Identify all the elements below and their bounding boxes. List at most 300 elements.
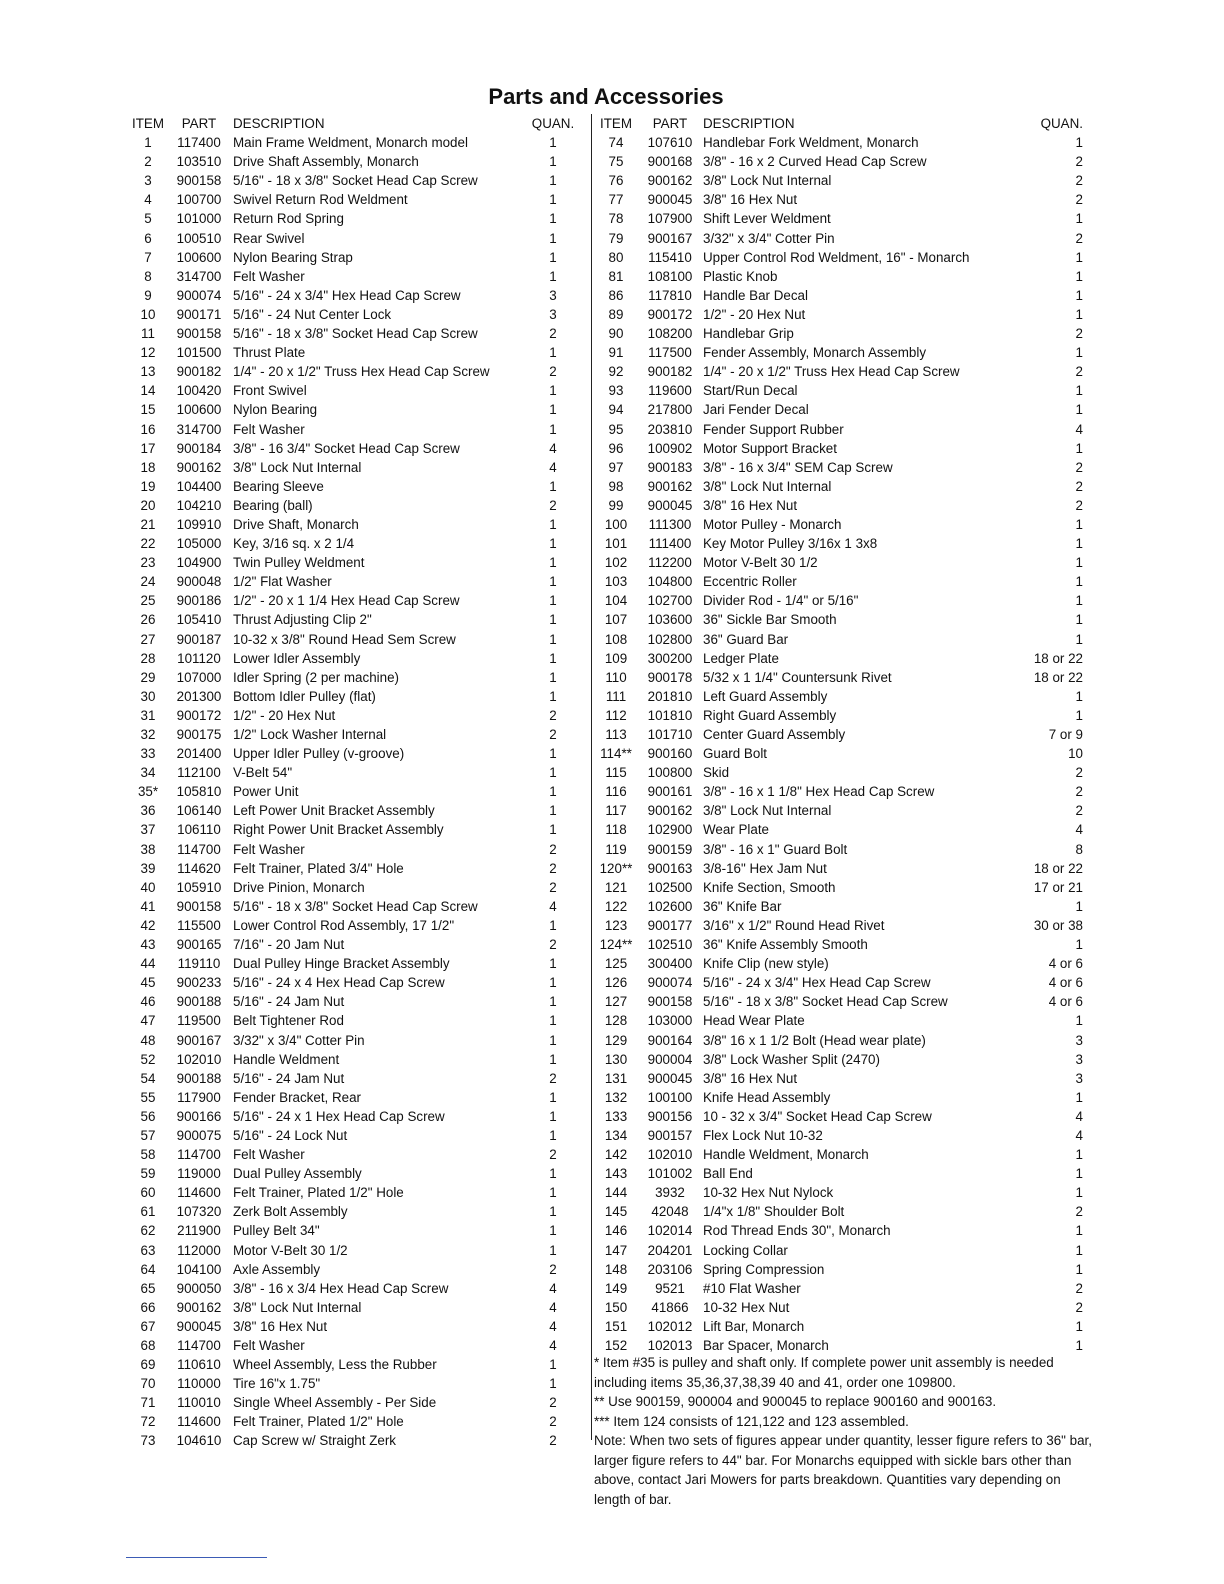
table-row: [592, 954, 1085, 973]
quantity: 10: [1068, 746, 1083, 762]
table-row: [128, 496, 588, 515]
item-number: 30: [140, 688, 156, 704]
item-number: 35*: [137, 784, 159, 800]
quantity: 2: [1075, 784, 1083, 800]
part-description: 5/16" - 24 x 3/4" Hex Head Cap Screw: [233, 287, 461, 303]
part-description: Cap Screw w/ Straight Zerk: [233, 1433, 396, 1449]
quantity: 1: [1075, 211, 1083, 227]
part-description: Locking Collar: [703, 1242, 788, 1258]
part-description: Handle Weldment: [233, 1051, 340, 1067]
part-number: 102700: [647, 593, 693, 609]
part-number: 111400: [648, 536, 692, 552]
quantity: 2: [1075, 478, 1083, 494]
table-row: [128, 1393, 588, 1412]
quantity: 1: [1075, 383, 1083, 399]
part-number: 101500: [176, 345, 222, 361]
table-row: [592, 1107, 1085, 1126]
quantity: 4: [549, 1299, 557, 1315]
part-number: 100420: [176, 383, 222, 399]
quantity: 1: [549, 803, 557, 819]
quantity: 1: [1075, 306, 1083, 322]
quantity: 2: [1075, 1280, 1083, 1296]
quantity: 3: [1075, 1051, 1083, 1067]
part-description: 36" Guard Bar: [703, 631, 789, 647]
table-row: [592, 725, 1085, 744]
part-description: 36" Knife Bar: [703, 898, 782, 914]
item-number: 17: [140, 440, 156, 456]
table-row: [128, 687, 588, 706]
item-number: 7: [144, 249, 152, 265]
item-number: 20: [140, 497, 156, 513]
quantity: 2: [1075, 1299, 1083, 1315]
item-number: 72: [140, 1414, 156, 1430]
part-description: Felt Trainer, Plated 3/4" Hole: [233, 860, 404, 876]
quantity: 4: [1075, 421, 1083, 437]
item-number: 26: [140, 612, 156, 628]
quantity: 2: [1075, 173, 1083, 189]
item-number: 117: [605, 803, 627, 819]
quantity: 1: [549, 230, 557, 246]
part-description: Motor V-Belt 30 1/2: [233, 1242, 348, 1258]
footnotes: [594, 1353, 1094, 1509]
quantity: 1: [549, 1032, 557, 1048]
part-number: 110000: [177, 1376, 221, 1392]
item-number: 46: [140, 994, 156, 1010]
table-row: [592, 1183, 1085, 1202]
part-number: 900163: [647, 860, 693, 876]
quantity: 2: [1075, 364, 1083, 380]
table-row: [592, 324, 1085, 343]
table-row: [592, 152, 1085, 171]
item-number: 95: [608, 421, 624, 437]
item-number: 131: [604, 1070, 628, 1086]
item-number: 114**: [600, 746, 632, 762]
quantity: 3: [1075, 1032, 1083, 1048]
footer-rule: [126, 1557, 267, 1558]
part-description: 3/8" Lock Nut Internal: [703, 478, 832, 494]
quantity: 1: [1075, 249, 1083, 265]
quantity: 18 or 22: [1033, 860, 1083, 876]
table-row: [592, 171, 1085, 190]
item-number: 48: [140, 1032, 156, 1048]
quantity: 8: [1075, 841, 1083, 857]
part-description: Fender Bracket, Rear: [233, 1089, 362, 1105]
part-description: Front Swivel: [233, 383, 307, 399]
quantity: 2: [549, 1433, 557, 1449]
quantity: 18 or 22: [1033, 669, 1083, 685]
part-description: 1/2" - 20 Hex Nut: [233, 707, 336, 723]
part-number: 900165: [176, 937, 222, 953]
quantity: 1: [1075, 555, 1083, 571]
part-description: Head Wear Plate: [703, 1013, 805, 1029]
item-number: 64: [140, 1261, 156, 1277]
footnote-power-unit: * Item #35 is pulley and shaft only. If complete power unit assembly is needed including items 35,36,37,38,39 40 and 41, order one 109800.: [594, 1355, 1054, 1390]
quantity: 1: [549, 211, 557, 227]
part-number: 114600: [177, 1414, 221, 1430]
quantity: 1: [549, 1357, 557, 1373]
part-number: 900156: [647, 1108, 693, 1124]
item-number: 62: [140, 1223, 156, 1239]
quantity: 1: [549, 249, 557, 265]
table-row: [592, 668, 1085, 687]
item-number: 101: [604, 536, 628, 552]
table-row: [128, 992, 588, 1011]
quantity: 2: [549, 727, 557, 742]
item-number: 27: [140, 631, 156, 647]
table-row: [128, 1355, 588, 1374]
table-row: [128, 878, 588, 897]
item-number: 100: [604, 516, 628, 532]
table-row: [592, 190, 1085, 209]
item-number: 119: [605, 841, 627, 857]
part-number: 114700: [177, 1147, 221, 1163]
table-row: [128, 267, 588, 286]
item-number: 148: [604, 1261, 628, 1277]
part-number: 102014: [647, 1223, 693, 1239]
part-description: Belt Tightener Rod: [233, 1013, 344, 1029]
part-number: 104800: [647, 574, 693, 590]
quantity: 1: [549, 917, 557, 933]
item-number: 18: [140, 459, 156, 475]
part-number: 110610: [177, 1357, 221, 1373]
table-row: [592, 630, 1085, 649]
table-row: [592, 267, 1085, 286]
part-number: 900175: [176, 727, 222, 742]
table-row: [128, 954, 588, 973]
part-number: 100100: [647, 1089, 693, 1105]
part-description: 3/8" 16 Hex Nut: [233, 1318, 328, 1334]
part-number: 107000: [176, 669, 222, 685]
table-row: [592, 820, 1085, 839]
part-description: Zerk Bolt Assembly: [233, 1204, 348, 1220]
page-title: Parts and Accessories: [488, 84, 724, 109]
quantity: 2: [1075, 192, 1083, 208]
part-description: Eccentric Roller: [703, 574, 797, 590]
quantity: 1: [549, 994, 557, 1010]
table-row: [128, 1088, 588, 1107]
table-row: [592, 687, 1085, 706]
table-row: [128, 1374, 588, 1393]
part-description: Bearing Sleeve: [233, 478, 324, 494]
part-number: 900045: [176, 1318, 222, 1334]
item-number: 124**: [599, 937, 633, 953]
quantity: 1: [1075, 612, 1083, 628]
item-number: 147: [604, 1242, 628, 1258]
table-row: [592, 1126, 1085, 1145]
item-number: 75: [608, 154, 624, 170]
part-description: Spring Compression: [703, 1261, 825, 1277]
part-description: Jari Fender Decal: [703, 402, 809, 418]
table-row: [128, 305, 588, 324]
table-row: [592, 610, 1085, 629]
part-description: Dual Pulley Hinge Bracket Assembly: [233, 956, 450, 972]
quantity: 1: [549, 478, 557, 494]
part-description: 1/4"x 1/8" Shoulder Bolt: [703, 1204, 845, 1220]
part-number: 900158: [176, 326, 222, 342]
part-description: Swivel Return Rod Weldment: [233, 192, 408, 208]
part-description: Return Rod Spring: [233, 211, 344, 227]
quantity: 1: [1075, 593, 1083, 609]
part-description: Main Frame Weldment, Monarch model: [233, 135, 468, 151]
part-description: 3/8" Lock Nut Internal: [233, 459, 362, 475]
table-row: [592, 782, 1085, 801]
part-description: 10-32 x 3/8" Round Head Sem Screw: [233, 631, 456, 647]
quantity: 1: [1075, 631, 1083, 647]
part-description: Bar Spacer, Monarch: [703, 1338, 829, 1353]
table-row: [128, 477, 588, 496]
part-description: Center Guard Assembly: [703, 727, 846, 742]
item-number: 107: [604, 612, 628, 628]
item-number: 125: [604, 956, 628, 972]
table-row: [592, 1164, 1085, 1183]
part-number: 300400: [647, 956, 693, 972]
item-number: 92: [608, 364, 624, 380]
table-row: [128, 1069, 588, 1088]
item-number: 19: [140, 478, 156, 494]
table-row: [128, 1412, 588, 1431]
item-number: 112: [605, 707, 627, 723]
quantity: 1: [549, 1108, 557, 1124]
part-number: 900161: [647, 784, 693, 800]
item-number: 40: [140, 879, 156, 895]
part-description: 5/16" - 24 Jam Nut: [233, 1070, 345, 1086]
header-part: PART: [652, 116, 688, 131]
part-description: Twin Pulley Weldment: [233, 555, 365, 571]
table-row: [128, 1298, 588, 1317]
part-number: 900184: [176, 440, 222, 456]
table-row: [128, 420, 588, 439]
item-number: 152: [604, 1338, 628, 1353]
quantity: 4 or 6: [1048, 956, 1083, 972]
item-number: 150: [604, 1299, 628, 1315]
quantity: 1: [549, 536, 557, 552]
part-description: 3/8" 16 Hex Nut: [703, 192, 798, 208]
table-row: [592, 1031, 1085, 1050]
table-row: [592, 935, 1085, 954]
part-number: 102013: [647, 1338, 693, 1353]
item-number: 58: [140, 1147, 156, 1163]
quantity: 1: [549, 574, 557, 590]
quantity: 1: [1075, 516, 1083, 532]
table-row: [592, 305, 1085, 324]
header-part: PART: [181, 116, 217, 131]
part-number: 104210: [176, 497, 222, 513]
part-description: 3/8" - 16 x 3/4" SEM Cap Screw: [703, 459, 893, 475]
part-description: Handle Bar Decal: [703, 287, 808, 303]
part-description: Upper Control Rod Weldment, 16" - Monarch: [703, 249, 970, 265]
quantity: 2: [549, 860, 557, 876]
table-row: [128, 630, 588, 649]
part-number: 100510: [176, 230, 222, 246]
part-number: 900159: [647, 841, 693, 857]
part-description: Start/Run Decal: [703, 383, 798, 399]
item-number: 132: [604, 1089, 628, 1105]
quantity: 1: [1075, 1089, 1083, 1105]
item-number: 25: [140, 593, 156, 609]
table-row: [592, 878, 1085, 897]
footnote-knife-assembly: *** Item 124 consists of 121,122 and 123 assembled.: [594, 1413, 909, 1429]
table-row: [592, 1241, 1085, 1260]
part-description: Felt Washer: [233, 421, 305, 437]
table-row: [128, 916, 588, 935]
quantity: 1: [1075, 1147, 1083, 1163]
item-number: 145: [604, 1204, 628, 1220]
table-row: [592, 343, 1085, 362]
item-number: 97: [608, 459, 624, 475]
table-row: [128, 725, 588, 744]
table-row: [128, 324, 588, 343]
part-number: 104400: [176, 478, 222, 494]
part-description: Plastic Knob: [703, 268, 778, 284]
quantity: 2: [549, 937, 557, 953]
part-description: Fender Support Rubber: [703, 421, 844, 437]
item-number: 47: [140, 1013, 156, 1029]
part-number: 900233: [176, 975, 222, 991]
quantity: 2: [549, 1395, 557, 1411]
table-row: [592, 1011, 1085, 1030]
part-description: 7/16" - 20 Jam Nut: [233, 937, 345, 953]
table-row: [592, 1202, 1085, 1221]
part-number: 900167: [647, 230, 693, 246]
part-description: Nylon Bearing: [233, 402, 318, 418]
item-number: 33: [140, 746, 156, 762]
part-description: Handlebar Grip: [703, 326, 794, 342]
table-row: [592, 572, 1085, 591]
quantity: 1: [1075, 898, 1083, 914]
table-row: [128, 400, 588, 419]
part-number: 101002: [647, 1166, 693, 1182]
table-row: [592, 1050, 1085, 1069]
table-row: [592, 859, 1085, 878]
part-number: 106140: [176, 803, 222, 819]
item-number: 44: [140, 956, 156, 972]
quantity: 4: [549, 440, 557, 456]
part-description: Handlebar Fork Weldment, Monarch: [703, 135, 919, 151]
quantity: 1: [549, 383, 557, 399]
item-number: 81: [608, 268, 624, 284]
quantity: 1: [549, 784, 557, 800]
part-description: 3/32" x 3/4" Cotter Pin: [233, 1032, 365, 1048]
part-number: 103600: [647, 612, 693, 628]
part-description: 3/8" Lock Nut Internal: [703, 803, 832, 819]
part-number: 900050: [176, 1280, 222, 1296]
table-row: [592, 916, 1085, 935]
table-row: [592, 1088, 1085, 1107]
table-row: [128, 1050, 588, 1069]
item-number: 54: [140, 1070, 156, 1086]
part-description: Right Power Unit Bracket Assembly: [233, 822, 444, 838]
header-description: DESCRIPTION: [703, 116, 795, 131]
part-description: 3/8-16" Hex Jam Nut: [703, 860, 827, 876]
table-row: [128, 1336, 588, 1355]
part-number: 900045: [647, 1070, 693, 1086]
item-number: 146: [604, 1223, 628, 1239]
quantity: 1: [549, 688, 557, 704]
quantity: 1: [549, 650, 557, 666]
item-number: 36: [140, 803, 156, 819]
part-number: 900178: [647, 669, 693, 685]
quantity: 30 or 38: [1033, 917, 1083, 933]
quantity: 7 or 9: [1048, 727, 1083, 742]
part-number: 900183: [647, 459, 693, 475]
part-number: 900048: [176, 574, 222, 590]
part-description: Pulley Belt 34": [233, 1223, 320, 1239]
quantity: 1: [549, 1223, 557, 1239]
item-number: 89: [608, 306, 624, 322]
part-description: 3/8" - 16 x 2 Curved Head Cap Screw: [703, 154, 927, 170]
table-row: [128, 362, 588, 381]
table-row: [592, 133, 1085, 152]
item-number: 123: [604, 917, 628, 933]
item-number: 128: [604, 1013, 628, 1029]
part-description: 3/8" - 16 3/4" Socket Head Cap Screw: [233, 440, 460, 456]
item-number: 65: [140, 1280, 156, 1296]
part-number: 900158: [176, 898, 222, 914]
quantity: 1: [549, 956, 557, 972]
table-row: [128, 343, 588, 362]
footnote-quantity-note: Note: When two sets of figures appear under quantity, lesser figure refers to 36" bar, larger figure refers to 44" bar. For Monarchs equipped with sickle bars other than above, contact Jari Mowers for parts breakdown. Quantities vary depending on length of bar.: [594, 1433, 1092, 1507]
part-number: 203106: [647, 1261, 693, 1277]
part-number: 105810: [176, 784, 222, 800]
table-row: [592, 477, 1085, 496]
part-number: 900187: [176, 631, 222, 647]
part-description: Lower Control Rod Assembly, 17 1/2": [233, 917, 455, 933]
item-number: 56: [140, 1108, 156, 1124]
part-description: 5/16" - 18 x 3/8" Socket Head Cap Screw: [233, 326, 478, 342]
part-number: 102500: [647, 879, 693, 895]
header-item: ITEM: [132, 116, 164, 131]
table-row: [128, 1202, 588, 1221]
part-number: 300200: [647, 650, 693, 666]
table-row: [592, 362, 1085, 381]
table-row: [128, 171, 588, 190]
quantity: 1: [1075, 536, 1083, 552]
quantity: 4: [549, 1280, 557, 1296]
item-number: 57: [140, 1127, 156, 1143]
table-row: [128, 859, 588, 878]
part-number: 100902: [647, 440, 693, 456]
part-description: Motor V-Belt 30 1/2: [703, 555, 818, 571]
quantity: 1: [549, 516, 557, 532]
part-number: 900172: [176, 707, 222, 723]
part-number: 102012: [647, 1318, 693, 1334]
quantity: 1: [549, 135, 557, 151]
item-number: 133: [604, 1108, 628, 1124]
quantity: 1: [1075, 688, 1083, 704]
item-number: 13: [140, 364, 156, 380]
table-row: [592, 439, 1085, 458]
item-number: 38: [140, 841, 156, 857]
quantity: 1: [549, 822, 557, 838]
part-description: 10-32 Hex Nut Nylock: [703, 1185, 834, 1201]
part-description: 1/2" - 20 Hex Nut: [703, 306, 806, 322]
part-description: V-Belt 54": [233, 765, 293, 781]
quantity: 1: [1075, 707, 1083, 723]
part-number: 900167: [176, 1032, 222, 1048]
part-description: 5/16" - 24 x 4 Hex Head Cap Screw: [233, 975, 445, 991]
item-number: 9: [144, 287, 152, 303]
item-number: 79: [608, 230, 624, 246]
part-number: 119000: [177, 1166, 221, 1182]
part-number: 900162: [176, 459, 222, 475]
item-number: 104: [604, 593, 628, 609]
item-number: 5: [144, 211, 152, 227]
table-row: [128, 1183, 588, 1202]
table-row: [128, 229, 588, 248]
quantity: 1: [1075, 440, 1083, 456]
header-quantity: QUAN.: [1040, 116, 1083, 131]
part-number: 900182: [176, 364, 222, 380]
